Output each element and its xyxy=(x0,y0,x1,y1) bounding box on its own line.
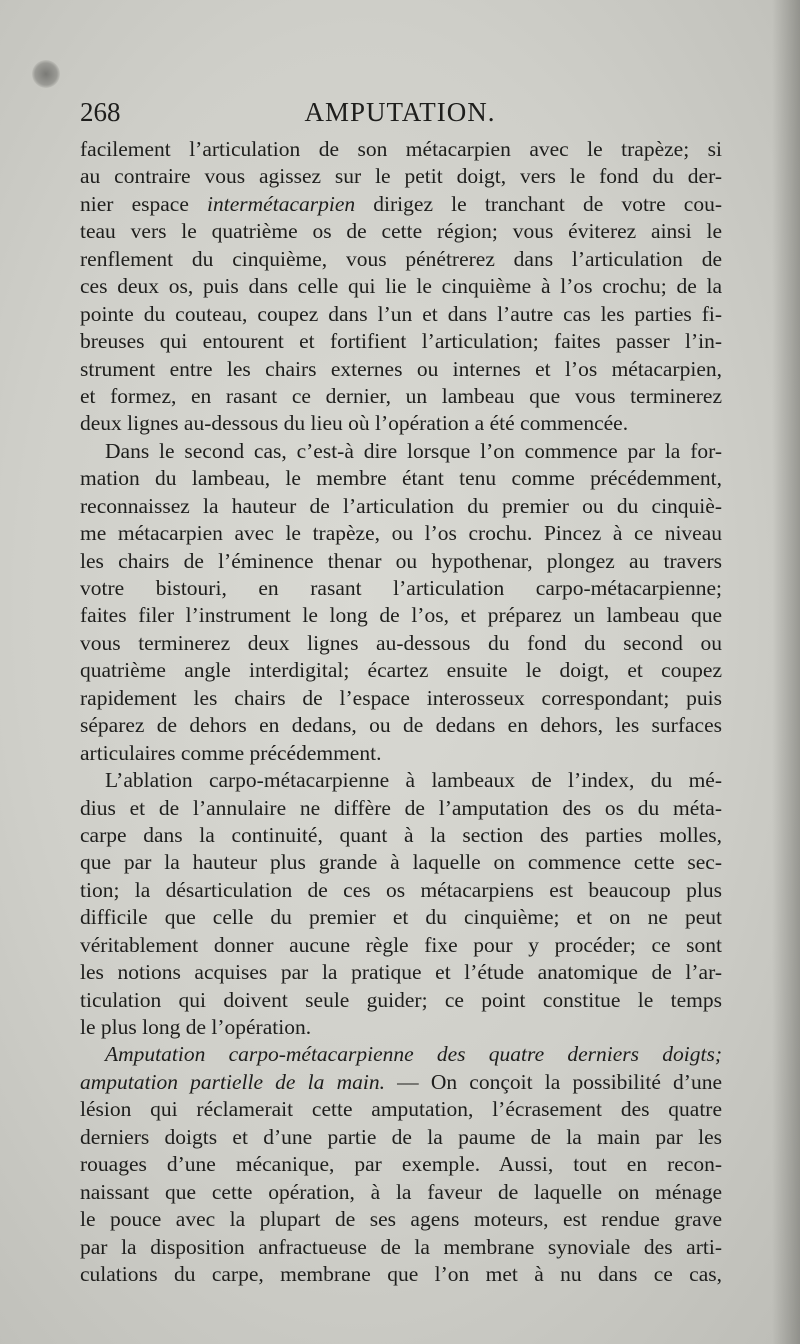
text-line xyxy=(80,1124,722,1151)
text-segment: ticulation qui doivent seule guider; ce point constitue le temps xyxy=(80,987,722,1012)
text-line xyxy=(80,849,722,876)
text-segment: breuses qui entourent et fortifient l’articulation; faites passer l’in- xyxy=(80,329,722,354)
text-line xyxy=(80,218,722,245)
text-segment: me métacarpien avec le trapèze, ou l’os crochu. Pincez à ce niveau xyxy=(80,521,722,546)
text-line xyxy=(80,273,722,300)
text-segment: renflement du cinquième, vous pénétrerez dans l’articulation de xyxy=(80,246,722,271)
paper-stain xyxy=(32,60,60,88)
text-segment: teau vers le quatrième os de cette région; vous éviterez ainsi le xyxy=(80,219,722,244)
text-segment: véritablement donner aucune règle fixe pour y procéder; ce sont xyxy=(80,932,722,957)
text-segment: dius et de l’annulaire ne diffère de l’amputation des os du méta- xyxy=(80,795,722,820)
text-line xyxy=(80,493,722,520)
text-line xyxy=(80,1151,722,1178)
text-segment: lésion qui réclamerait cette amputation, l’écrasement des quatre xyxy=(80,1097,722,1122)
text-segment: culations du carpe, membrane que l’on met à nu dans ce cas, xyxy=(80,1261,722,1286)
text-line xyxy=(80,1069,722,1096)
italic-text-segment: amputation partielle de la main. xyxy=(80,1069,385,1094)
text-line xyxy=(80,904,722,931)
text-segment: que par la hauteur plus grande à laquelle on commence cette sec- xyxy=(80,850,722,875)
text-segment: vous terminerez deux lignes au-dessous du fond du second ou xyxy=(80,630,722,655)
text-line xyxy=(80,465,722,492)
text-segment: deux lignes au-dessous du lieu où l’opération a été commencée. xyxy=(80,411,629,436)
text-line xyxy=(80,548,722,575)
text-line xyxy=(80,383,722,410)
text-line xyxy=(80,191,722,218)
text-line xyxy=(80,328,722,355)
text-segment: le pouce avec la plupart de ses agens moteurs, est rendue grave xyxy=(80,1207,722,1232)
page-edge-shadow xyxy=(772,0,800,1344)
text-line xyxy=(80,740,722,767)
text-segment: quatrième angle interdigital; écartez ensuite le doigt, et coupez xyxy=(80,658,722,683)
italic-text-segment: Amputation carpo-métacarpienne des quatre derniers doigts; xyxy=(105,1042,722,1067)
text-line xyxy=(80,959,722,986)
text-segment: faites filer l’instrument le long de l’os, et préparez un lambeau que xyxy=(80,603,722,628)
text-segment: les notions acquises par la pratique et l’étude anatomique de l’ar- xyxy=(80,960,722,985)
text-segment: Dans le second cas, c’est-à dire lorsque l’on commence par la for- xyxy=(105,438,722,463)
text-line xyxy=(80,410,722,437)
text-segment: le plus long de l’opération. xyxy=(80,1015,312,1039)
text-line xyxy=(80,987,722,1014)
text-segment: tion; la désarticulation de ces os métacarpiens est beaucoup plus xyxy=(80,877,722,902)
text-line xyxy=(80,795,722,822)
text-line xyxy=(80,520,722,547)
text-line xyxy=(80,822,722,849)
italic-text-segment: intermétacarpien xyxy=(207,191,356,216)
text-line xyxy=(80,1234,722,1261)
text-line xyxy=(80,1261,722,1288)
text-segment: strument entre les chairs externes ou internes et l’os métacarpien, xyxy=(80,356,722,381)
running-head: AMPUTATION. xyxy=(304,97,496,127)
text-line xyxy=(80,1014,722,1041)
text-segment: dirigez le tranchant de votre cou- xyxy=(355,191,722,216)
text-line xyxy=(80,1206,722,1233)
text-segment: votre bistouri, en rasant l’articulation carpo-métacarpienne; xyxy=(80,576,722,600)
text-line xyxy=(80,575,722,602)
text-segment: difficile que celle du premier et du cinquième; et on ne peut xyxy=(80,905,722,930)
text-segment: carpe dans la continuité, quant à la section des parties molles, xyxy=(80,822,722,847)
text-line xyxy=(80,657,722,684)
text-line xyxy=(80,163,722,190)
text-line xyxy=(80,1096,722,1123)
text-line xyxy=(80,1179,722,1206)
text-segment: au contraire vous agissez sur le petit doigt, vers le fond du der- xyxy=(80,164,722,189)
text-segment: séparez de dehors en dedans, ou de dedans en dehors, les surfaces xyxy=(80,713,722,738)
text-line xyxy=(80,767,722,794)
text-segment: ces deux os, puis dans celle qui lie le cinquième à l’os crochu; de la xyxy=(80,274,722,299)
text-line xyxy=(80,685,722,712)
text-segment: rapidement les chairs de l’espace interosseux correspondant; puis xyxy=(80,685,722,710)
text-segment: par la disposition anfractueuse de la membrane synoviale des arti- xyxy=(80,1234,722,1259)
text-segment: — On conçoit la possibilité d’une xyxy=(384,1069,723,1094)
text-line xyxy=(80,712,722,739)
text-line xyxy=(80,356,722,383)
text-line xyxy=(80,630,722,657)
text-line xyxy=(80,932,722,959)
text-segment: nier espace xyxy=(80,191,208,216)
page-header xyxy=(80,96,720,136)
text-segment: naissant que cette opération, à la faveur de laquelle on ménage xyxy=(80,1179,722,1204)
text-segment: mation du lambeau, le membre étant tenu comme précédemment, xyxy=(80,466,722,491)
text-segment: et formez, en rasant ce dernier, un lambeau que vous terminerez xyxy=(80,383,722,408)
text-segment: les chairs de l’éminence thenar ou hypothenar, plongez au travers xyxy=(80,548,722,573)
text-segment: rouages d’une mécanique, par exemple. Aussi, tout en recon- xyxy=(80,1152,722,1177)
text-segment: derniers doigts et d’une partie de la paume de la main par les xyxy=(80,1124,722,1149)
text-line xyxy=(80,438,722,465)
text-line xyxy=(80,301,722,328)
text-line xyxy=(80,877,722,904)
text-segment: articulaires comme précédemment. xyxy=(80,740,382,765)
text-line xyxy=(80,246,722,273)
body-text xyxy=(80,136,722,1288)
text-segment: reconnaissez la hauteur de l’articulation du premier ou du cinquiè- xyxy=(80,493,722,518)
text-line xyxy=(80,602,722,629)
text-segment: L’ablation carpo-métacarpienne à lambeaux de l’index, du mé- xyxy=(105,768,722,793)
page-number: 268 xyxy=(80,97,121,127)
text-segment: facilement l’articulation de son métacarpien avec le trapèze; si xyxy=(80,137,722,161)
text-segment: pointe du couteau, coupez dans l’un et dans l’autre cas les parties fi- xyxy=(80,301,722,326)
text-line xyxy=(80,1041,722,1068)
text-line xyxy=(80,136,722,163)
